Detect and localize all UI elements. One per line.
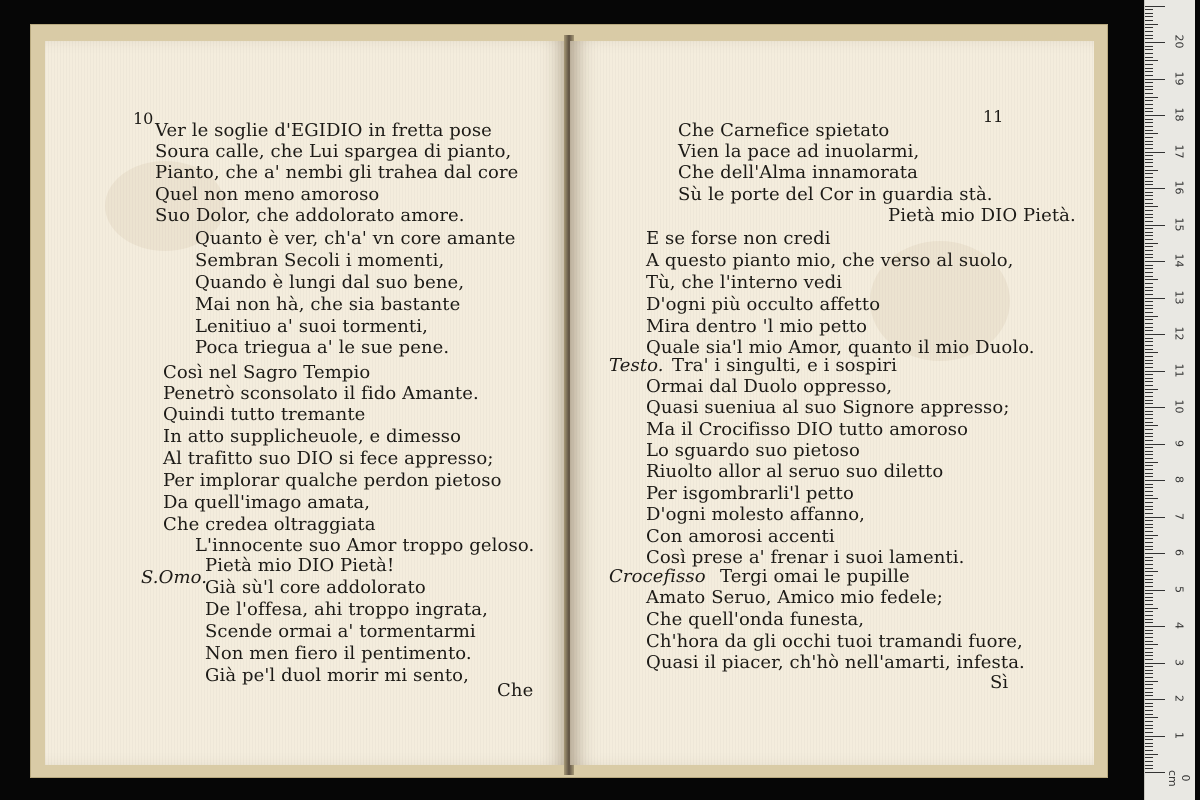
ruler-tick — [1145, 93, 1153, 94]
left-text-line: Scende ormai a' tormentarmi — [205, 621, 476, 642]
left-text-line: Al trafitto suo DIO si fece appresso; — [163, 448, 494, 469]
ruler-tick — [1145, 400, 1153, 401]
ruler-label: 1 — [1172, 731, 1186, 739]
ruler-tick — [1145, 593, 1153, 594]
ruler-tick — [1145, 16, 1153, 17]
right-text-line: Vien la pace ad inuolarmi, — [678, 141, 920, 162]
ruler-tick — [1145, 210, 1153, 211]
ruler-tick — [1145, 188, 1165, 189]
ruler-tick — [1145, 513, 1153, 514]
ruler-tick — [1145, 82, 1153, 83]
ruler-tick — [1145, 385, 1153, 386]
ruler-tick — [1145, 549, 1153, 550]
ruler-label: 14 — [1172, 253, 1186, 268]
ruler-tick — [1145, 137, 1153, 138]
ruler-tick — [1145, 199, 1153, 200]
left-text-line: Pietà mio DIO Pietà! — [205, 555, 395, 576]
ruler-tick — [1145, 75, 1153, 76]
ruler-tick — [1145, 330, 1153, 331]
ruler-tick — [1145, 225, 1165, 226]
ruler-tick — [1145, 206, 1158, 207]
left-text-line: Quel non meno amoroso — [155, 184, 380, 205]
right-text-line: Tergi omai le pupille — [720, 566, 910, 587]
ruler-tick — [1145, 235, 1153, 236]
ruler-tick — [1145, 630, 1153, 631]
ruler-label: 13 — [1172, 290, 1186, 304]
ruler-tick — [1145, 754, 1158, 755]
ruler-tick — [1145, 79, 1165, 80]
ruler-tick — [1145, 214, 1153, 215]
ruler-tick — [1145, 363, 1153, 364]
ruler-tick — [1145, 418, 1153, 419]
ruler-tick — [1145, 181, 1153, 182]
left-text-line: Che credea oltraggiata — [163, 514, 376, 535]
ruler-tick — [1145, 119, 1153, 120]
ruler-tick — [1145, 487, 1153, 488]
ruler-tick — [1145, 732, 1153, 733]
ruler-tick — [1145, 254, 1153, 255]
ruler-tick — [1145, 517, 1165, 518]
ruler-tick — [1145, 308, 1153, 309]
ruler-tick — [1145, 586, 1153, 587]
ruler-tick — [1145, 692, 1153, 693]
ruler-tick — [1145, 35, 1153, 36]
ruler-tick — [1145, 414, 1153, 415]
right-text-line: Lo sguardo suo pietoso — [646, 440, 860, 461]
left-text-line: Pianto, che a' nembi gli trahea dal core — [155, 162, 519, 183]
ruler-tick — [1145, 670, 1153, 671]
ruler-tick — [1145, 352, 1158, 353]
ruler-tick — [1145, 725, 1153, 726]
right-text-line: Mira dentro 'l mio petto — [646, 316, 868, 337]
speaker-label-testo: Testo. — [609, 355, 664, 376]
ruler-tick — [1145, 568, 1153, 569]
right-text-line: Che Carnefice spietato — [678, 120, 890, 141]
ruler-tick — [1145, 684, 1153, 685]
ruler-tick — [1145, 396, 1153, 397]
ruler-label: 10 — [1172, 399, 1186, 414]
ruler-tick — [1145, 750, 1153, 751]
ruler-tick — [1145, 484, 1153, 485]
left-text-line: Quanto è ver, ch'a' vn core amante — [195, 228, 516, 249]
right-text-line: A questo pianto mio, che verso al suolo, — [646, 250, 1014, 271]
book — [30, 24, 1108, 778]
ruler-tick — [1145, 538, 1153, 539]
right-text-line: Ch'hora da gli occhi tuoi tramandi fuore, — [646, 631, 1023, 652]
ruler-tick — [1145, 641, 1153, 642]
ruler-tick — [1145, 666, 1153, 667]
left-text-line: Già sù'l core addolorato — [205, 577, 426, 598]
ruler-tick — [1145, 454, 1153, 455]
ruler-tick — [1145, 152, 1165, 153]
ruler-tick — [1145, 535, 1158, 536]
ruler-tick — [1145, 597, 1153, 598]
speaker-label-omo: S.Omo. — [141, 567, 208, 588]
ruler-tick — [1145, 24, 1158, 25]
ruler-tick — [1145, 371, 1165, 372]
right-text-line: Quale sia'l mio Amor, quanto il mio Duolo. — [646, 337, 1035, 358]
ruler-tick — [1145, 166, 1153, 167]
right-text-line: Ma il Crocifisso DIO tutto amoroso — [646, 419, 969, 440]
ruler-tick — [1145, 265, 1153, 266]
ruler-tick — [1145, 298, 1165, 299]
ruler-tick — [1145, 714, 1153, 715]
ruler-tick — [1145, 604, 1153, 605]
ruler-tick — [1145, 524, 1153, 525]
ruler-tick — [1145, 287, 1153, 288]
ruler-tick — [1145, 677, 1153, 678]
ruler-tick — [1145, 663, 1165, 664]
ruler-tick — [1145, 239, 1153, 240]
ruler-tick — [1145, 111, 1153, 112]
left-text-line: Penetrò sconsolato il fido Amante. — [163, 383, 479, 404]
ruler-tick — [1145, 422, 1153, 423]
ruler-tick — [1145, 316, 1158, 317]
ruler-tick — [1145, 746, 1153, 747]
ruler-tick — [1145, 53, 1153, 54]
ruler-tick — [1145, 367, 1153, 368]
left-text-line: Già pe'l duol morir mi sento, — [205, 665, 469, 686]
ruler-tick — [1145, 765, 1153, 766]
ruler-label: 18 — [1172, 107, 1186, 122]
ruler-label: 7 — [1172, 512, 1186, 520]
ruler-tick — [1145, 68, 1153, 69]
ruler-tick — [1145, 257, 1153, 258]
ruler-tick — [1145, 579, 1153, 580]
ruler-tick — [1145, 465, 1153, 466]
ruler-tick — [1145, 542, 1153, 543]
ruler-tick — [1145, 283, 1153, 284]
right-text-line: Quasi il piacer, ch'hò nell'amarti, infesta. — [646, 652, 1025, 673]
ruler-tick — [1145, 141, 1153, 142]
ruler-label: 4 — [1172, 622, 1186, 629]
ruler-tick — [1145, 228, 1153, 229]
ruler-tick — [1145, 378, 1153, 379]
ruler-tick — [1145, 290, 1153, 291]
page-number-right: 11 — [983, 107, 1004, 126]
left-text-line: Suo Dolor, che addolorato amore. — [155, 205, 465, 226]
ruler-tick — [1145, 338, 1153, 339]
right-text-line: D'ogni più occulto affetto — [646, 294, 881, 315]
ruler-tick — [1145, 407, 1165, 408]
left-text-line: In atto supplicheuole, e dimesso — [163, 426, 462, 447]
ruler-tick — [1145, 608, 1158, 609]
right-text-line: Sù le porte del Cor in guardia stà. — [678, 184, 993, 205]
ruler-tick — [1145, 27, 1153, 28]
ruler-tick — [1145, 9, 1153, 10]
ruler-tick — [1145, 108, 1153, 109]
right-text-line: Che dell'Alma innamorata — [678, 162, 918, 183]
ruler-tick — [1145, 571, 1158, 572]
left-text-line: Così nel Sagro Tempio — [163, 362, 371, 383]
ruler-tick — [1145, 46, 1153, 47]
ruler-tick — [1145, 374, 1153, 375]
left-text-line: Quando è lungi dal suo bene, — [195, 272, 465, 293]
ruler-tick — [1145, 699, 1165, 700]
ruler-label: 5 — [1172, 585, 1186, 593]
ruler-tick — [1145, 159, 1153, 160]
measuring-ruler — [1144, 0, 1195, 800]
left-text-line: De l'offesa, ahi troppo ingrata, — [205, 599, 488, 620]
ruler-tick — [1145, 133, 1158, 134]
ruler-tick — [1145, 633, 1153, 634]
right-text-line: D'ogni molesto affanno, — [646, 504, 865, 525]
ruler-tick — [1145, 130, 1153, 131]
right-text-line: E se forse non credi — [646, 228, 831, 249]
ruler-tick — [1145, 31, 1153, 32]
ruler-tick — [1145, 195, 1153, 196]
ruler-tick — [1145, 104, 1153, 105]
ruler-tick — [1145, 6, 1165, 7]
ruler-tick — [1145, 652, 1153, 653]
ruler-label: 3 — [1172, 658, 1186, 666]
ruler-tick — [1145, 498, 1158, 499]
ruler-tick — [1145, 473, 1153, 474]
ruler-tick — [1145, 170, 1158, 171]
ruler-label: 2 — [1172, 695, 1186, 702]
left-text-line: Non men fiero il pentimento. — [205, 643, 472, 664]
ruler-tick — [1145, 232, 1153, 233]
ruler-tick — [1145, 436, 1153, 437]
ruler-tick — [1145, 564, 1153, 565]
ruler-tick — [1145, 392, 1153, 393]
ruler-tick — [1145, 736, 1165, 737]
ruler-tick — [1145, 203, 1153, 204]
left-text-line: Sembran Secoli i momenti, — [195, 250, 445, 271]
ruler-tick — [1145, 89, 1153, 90]
ruler-tick — [1145, 560, 1153, 561]
ruler-tick — [1145, 403, 1153, 404]
ruler-tick — [1145, 49, 1153, 50]
ruler-tick — [1145, 381, 1153, 382]
ruler-label: 11 — [1172, 363, 1186, 377]
ruler-tick — [1145, 341, 1153, 342]
ruler-tick — [1145, 162, 1153, 163]
left-text-line: Lenitiuo a' suoi tormenti, — [195, 316, 428, 337]
right-text-line: Ormai dal Duolo oppresso, — [646, 376, 893, 397]
ruler-tick — [1145, 739, 1153, 740]
left-text-line: Per implorar qualche perdon pietoso — [163, 470, 502, 491]
ruler-tick — [1145, 637, 1153, 638]
ruler-tick — [1145, 276, 1153, 277]
ruler-tick — [1145, 582, 1153, 583]
ruler-tick — [1145, 305, 1153, 306]
ruler-tick — [1145, 250, 1153, 251]
ruler-tick — [1145, 440, 1153, 441]
ruler-tick — [1145, 531, 1153, 532]
ruler-tick — [1145, 673, 1153, 674]
ruler-tick — [1145, 126, 1153, 127]
page-number-left: 10 — [133, 109, 154, 128]
left-text-line: Mai non hà, che sia bastante — [195, 294, 461, 315]
left-page — [45, 41, 568, 765]
ruler-tick — [1145, 360, 1153, 361]
ruler-tick — [1145, 433, 1153, 434]
ruler-tick — [1145, 444, 1165, 445]
ruler-label: 8 — [1172, 476, 1186, 483]
ruler-tick — [1145, 644, 1158, 645]
ruler-tick — [1145, 695, 1153, 696]
ruler-tick — [1145, 527, 1153, 528]
ruler-label: 6 — [1172, 549, 1186, 556]
ruler-tick — [1145, 13, 1153, 14]
ruler-tick — [1145, 345, 1153, 346]
right-text-line: Così prese a' frenar i suoi lamenti. — [646, 547, 965, 568]
ruler-tick — [1145, 710, 1153, 711]
ruler-tick — [1145, 648, 1153, 649]
ruler-tick — [1145, 546, 1153, 547]
ruler-tick — [1145, 659, 1153, 660]
ruler-label: 9 — [1172, 439, 1186, 447]
ruler-tick — [1145, 243, 1158, 244]
ruler-tick — [1145, 717, 1158, 718]
right-text-line: Amato Seruo, Amico mio fedele; — [646, 587, 943, 608]
ruler-tick — [1145, 721, 1153, 722]
right-text-line: Tù, che l'interno vedi — [646, 272, 843, 293]
ruler-tick — [1145, 97, 1158, 98]
ruler-tick — [1145, 425, 1158, 426]
ruler-label: 19 — [1172, 71, 1186, 85]
catchword-left: Che — [497, 680, 534, 701]
catchword-right: Sì — [990, 672, 1009, 693]
ruler-tick — [1145, 728, 1153, 729]
ruler-tick — [1145, 491, 1153, 492]
ruler-tick — [1145, 411, 1153, 412]
ruler-tick — [1145, 622, 1153, 623]
ruler-tick — [1145, 177, 1153, 178]
ruler-tick — [1145, 144, 1153, 145]
ruler-tick — [1145, 495, 1153, 496]
ruler-tick — [1145, 688, 1153, 689]
ruler-tick — [1145, 447, 1153, 448]
right-text-line: Quasi sueniua al suo Signore appresso; — [646, 397, 1010, 418]
ruler-tick — [1145, 294, 1153, 295]
ruler-tick — [1145, 389, 1158, 390]
ruler-tick — [1145, 451, 1153, 452]
ruler-tick — [1145, 327, 1153, 328]
ruler-tick — [1145, 60, 1158, 61]
ruler-tick — [1145, 557, 1153, 558]
ruler-tick — [1145, 319, 1153, 320]
ruler-tick — [1145, 703, 1153, 704]
ruler-label: 0 cm — [1166, 770, 1192, 787]
ruler-tick — [1145, 502, 1153, 503]
ruler-tick — [1145, 221, 1153, 222]
ruler-tick — [1145, 469, 1153, 470]
ruler-tick — [1145, 590, 1165, 591]
ruler-tick — [1145, 184, 1153, 185]
ruler-tick — [1145, 20, 1153, 21]
ruler-tick — [1145, 615, 1153, 616]
right-text-line: Per isgombrarli'l petto — [646, 483, 854, 504]
ruler-tick — [1145, 334, 1165, 335]
ruler-tick — [1145, 64, 1153, 65]
ruler-tick — [1145, 155, 1153, 156]
ruler-label: 20 — [1172, 34, 1186, 49]
ruler-tick — [1145, 122, 1153, 123]
ruler-tick — [1145, 476, 1153, 477]
ruler-tick — [1145, 706, 1153, 707]
ruler-tick — [1145, 772, 1165, 773]
left-text-line: Quindi tutto tremante — [163, 404, 366, 425]
ruler-tick — [1145, 261, 1165, 262]
ruler-tick — [1145, 57, 1153, 58]
right-text-line: Pietà mio DIO Pietà. — [888, 205, 1076, 226]
ruler-tick — [1145, 312, 1153, 313]
ruler-tick — [1145, 458, 1153, 459]
ruler-tick — [1145, 462, 1158, 463]
ruler-tick — [1145, 217, 1153, 218]
ruler-tick — [1145, 115, 1165, 116]
ruler-label: 12 — [1172, 326, 1186, 341]
ruler-tick — [1145, 429, 1153, 430]
ruler-tick — [1145, 553, 1165, 554]
ruler-tick — [1145, 600, 1153, 601]
ruler-tick — [1145, 520, 1153, 521]
ruler-tick — [1145, 148, 1153, 149]
ruler-tick — [1145, 272, 1153, 273]
right-page — [570, 41, 1094, 765]
speaker-label-crocefisso: Crocefisso — [609, 566, 706, 587]
ruler-tick — [1145, 681, 1158, 682]
ruler-tick — [1145, 761, 1153, 762]
ruler-tick — [1145, 506, 1153, 507]
ruler-tick — [1145, 279, 1158, 280]
ruler-tick — [1145, 349, 1153, 350]
ruler-tick — [1145, 757, 1153, 758]
ruler-tick — [1145, 301, 1153, 302]
right-text-line: Riuolto allor al seruo suo diletto — [646, 461, 944, 482]
left-text-line: Poca triegua a' le sue pene. — [195, 337, 450, 358]
ruler-tick — [1145, 480, 1165, 481]
left-text-line: L'innocente suo Amor troppo geloso. — [195, 535, 535, 556]
left-text-line: Soura calle, che Lui spargea di pianto, — [155, 141, 512, 162]
ruler-tick — [1145, 71, 1153, 72]
right-text-line: Con amorosi accenti — [646, 526, 835, 547]
ruler-tick — [1145, 611, 1153, 612]
ruler-tick — [1145, 100, 1153, 101]
ruler-tick — [1145, 192, 1153, 193]
ruler-label: 16 — [1172, 180, 1186, 195]
ruler-tick — [1145, 655, 1153, 656]
ruler-tick — [1145, 268, 1153, 269]
ruler-tick — [1145, 173, 1153, 174]
ruler-tick — [1145, 38, 1153, 39]
left-text-line: Ver le soglie d'EGIDIO in fretta pose — [155, 120, 492, 141]
ruler-tick — [1145, 509, 1153, 510]
ruler-label: 15 — [1172, 217, 1186, 231]
ruler-tick — [1145, 86, 1153, 87]
left-text-line: Da quell'imago amata, — [163, 492, 371, 513]
ruler-tick — [1145, 626, 1165, 627]
ruler-tick — [1145, 323, 1153, 324]
ruler-tick — [1145, 575, 1153, 576]
ruler-tick — [1145, 619, 1153, 620]
ruler-tick — [1145, 768, 1153, 769]
ruler-label: 17 — [1172, 144, 1186, 158]
right-text-line: Che quell'onda funesta, — [646, 609, 865, 630]
ruler-tick — [1145, 246, 1153, 247]
ruler-tick — [1145, 42, 1165, 43]
ruler-tick — [1145, 743, 1153, 744]
ruler-tick — [1145, 356, 1153, 357]
right-text-line: Tra' i singulti, e i sospiri — [672, 355, 897, 376]
